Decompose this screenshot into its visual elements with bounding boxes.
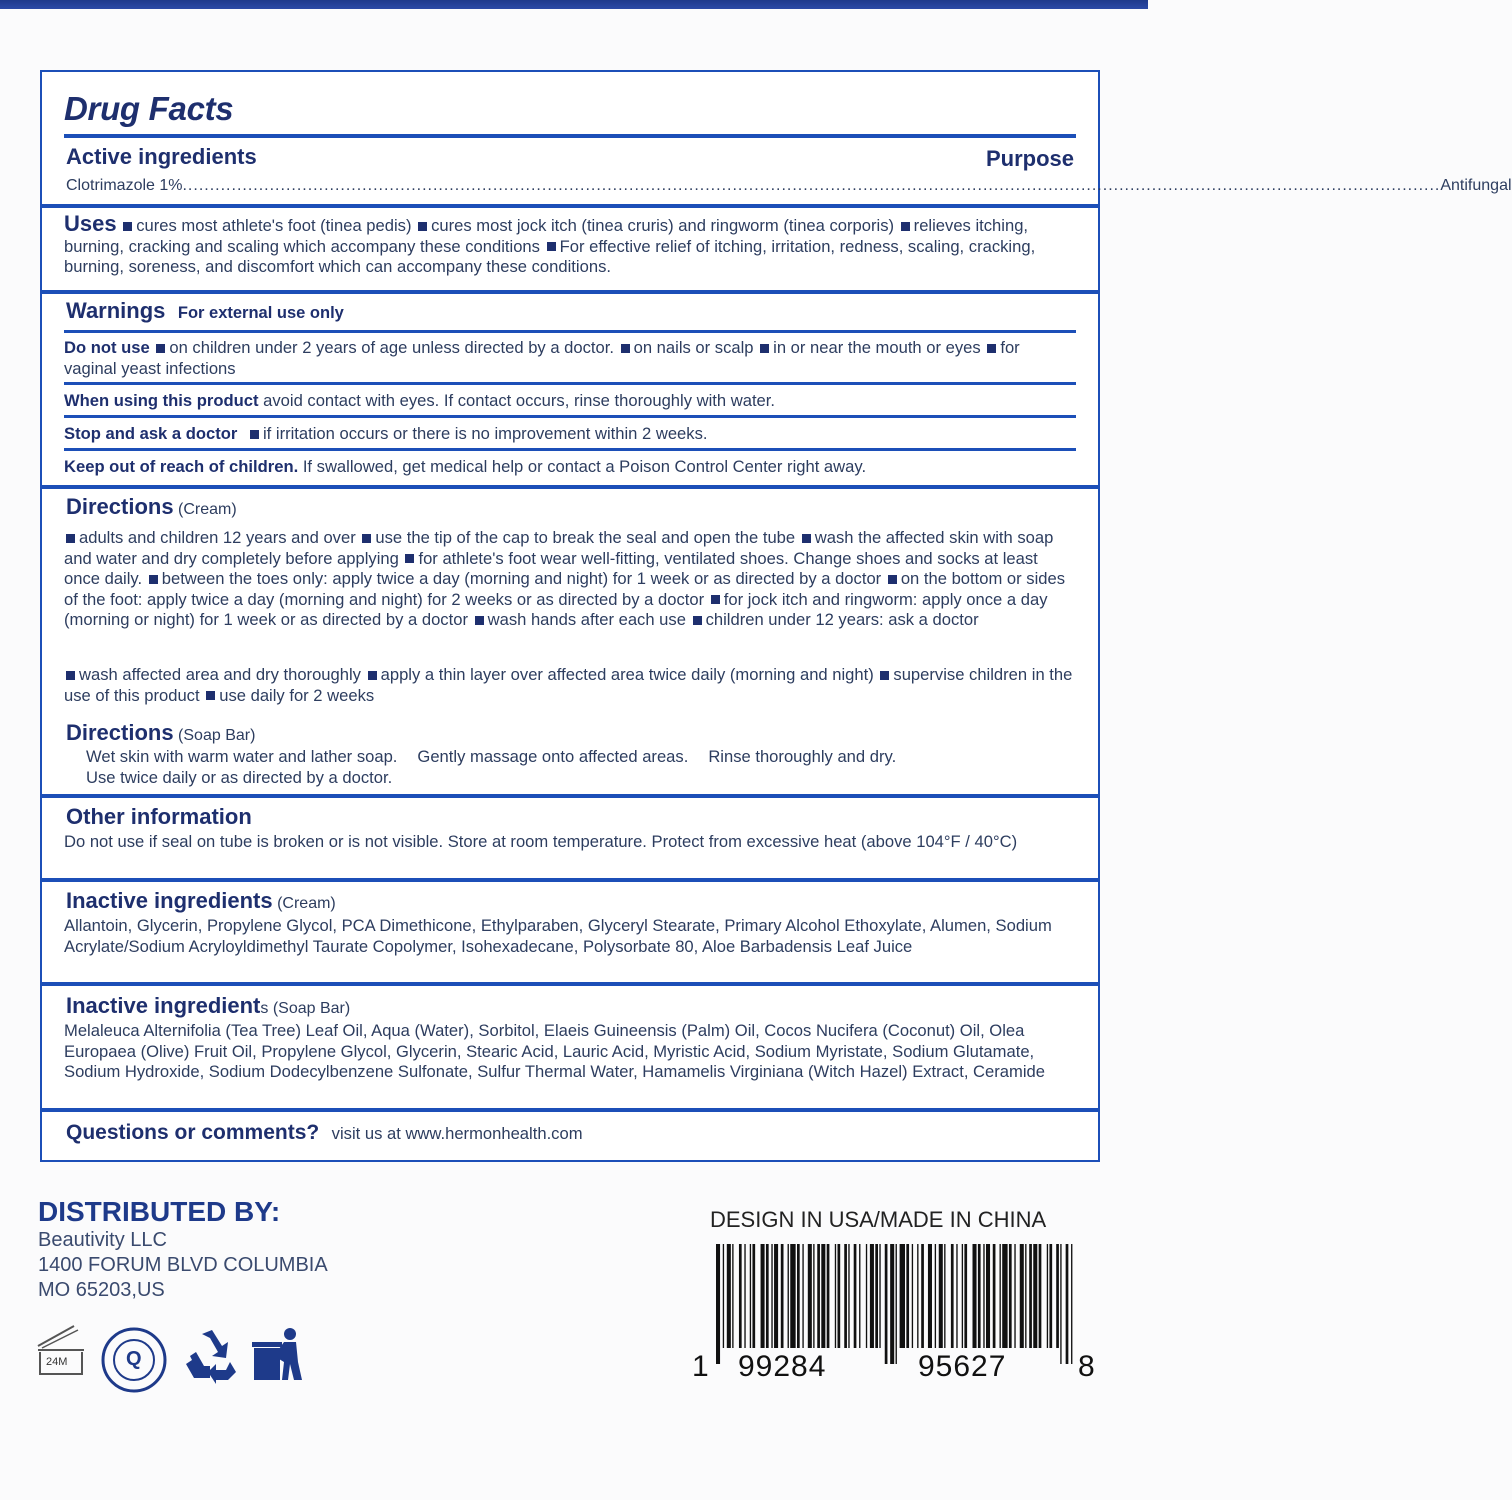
barcode-bar	[781, 1244, 784, 1348]
stop-ask-doctor	[64, 424, 1076, 445]
stop-label: Stop and ask a doctor	[64, 424, 238, 443]
barcode-bar	[1049, 1244, 1052, 1348]
uses-section	[64, 211, 1076, 278]
top-edge-band	[0, 0, 1148, 9]
barcode-bar	[761, 1244, 765, 1348]
inactive-soap-sub: (Soap Bar)	[272, 1000, 351, 1017]
uses-heading: Uses	[64, 211, 117, 236]
active-ingredients-heading: Active ingredients	[66, 144, 257, 169]
section-rule	[42, 878, 1098, 882]
drug-facts-panel	[40, 70, 1512, 1162]
drug-facts-title: Drug Facts	[64, 90, 234, 127]
barcode-bar	[885, 1244, 888, 1364]
questions-link[interactable]: visit us at www.hermonhealth.com	[331, 1124, 583, 1143]
inactive-cream-text: Allantoin, Glycerin, Propylene Glycol, PCA Dimethicone, Ethylparaben, Glyceryl Stearate, Primary Alcohol Ethoxylate, Alumen, Sodium Acrylate/Sodium Acryloyldimethyl Taurate Copolymer, Isohexadecane, Polysorbate 80, Aloe Barbadensis Leaf Juice	[64, 916, 1052, 956]
barcode-bar	[732, 1244, 733, 1348]
barcode-bar	[986, 1244, 990, 1348]
use-item: relieves itching, burning, cracking and scaling which accompany these conditions	[64, 216, 1029, 256]
barcode-bar	[752, 1244, 755, 1348]
direction-item: wash affected area and dry thoroughly	[79, 665, 361, 684]
barcode-digit-first: 1	[692, 1350, 709, 1383]
section-rule	[42, 982, 1098, 986]
warning-item: on children under 2 years of age unless directed by a doctor.	[169, 338, 614, 357]
direction-item: for jock itch and ringworm: apply once a day (morning or night) for 1 week or as directed by a doctor	[64, 589, 1048, 629]
soap-step: Use twice daily or as directed by a doctor.	[86, 767, 393, 787]
barcode-bar	[879, 1244, 880, 1348]
barcode-bar	[817, 1244, 820, 1348]
barcode-bar	[844, 1244, 847, 1348]
warning-item: in or near the mouth or eyes	[773, 338, 981, 357]
barcode-bar	[917, 1244, 918, 1348]
barcode-bar	[1025, 1244, 1026, 1348]
barcode-bar	[870, 1244, 874, 1348]
barcode-bar	[774, 1244, 778, 1348]
barcode-bar	[875, 1244, 878, 1348]
barcode-bar	[744, 1244, 745, 1348]
barcode-bar	[1060, 1244, 1061, 1364]
barcode-bar	[928, 1244, 932, 1348]
barcode-bar	[1056, 1244, 1059, 1348]
warning-item: on nails or scalp	[633, 338, 754, 357]
active-ingredient: Clotrimazole 1%	[66, 177, 183, 194]
barcode-bar	[1014, 1244, 1015, 1348]
warnings-sub: For external use only	[177, 304, 344, 322]
barcode-bar	[951, 1244, 954, 1348]
direction-item: apply a thin layer over affected area twice daily (morning and night)	[380, 665, 874, 684]
barcode-bar	[723, 1244, 724, 1348]
barcode-bar	[835, 1244, 836, 1348]
directions-soap-heading-row	[66, 720, 255, 746]
barcode-group-1: 99284	[734, 1350, 830, 1384]
direction-item: children under 12 years: ask a doctor	[705, 610, 979, 629]
inactive-cream-heading-row	[66, 888, 336, 914]
warning-item: for vaginal yeast infections	[64, 338, 1020, 378]
barcode-bar	[802, 1244, 803, 1348]
barcode-bar	[1029, 1244, 1032, 1348]
soap-step: Rinse thoroughly and dry.	[708, 747, 897, 766]
use-item: cures most athlete's foot (tinea pedis)	[136, 216, 412, 235]
period-after-opening-icon	[34, 1322, 88, 1385]
barcode-bar	[978, 1244, 981, 1348]
barcode-bar	[993, 1244, 996, 1348]
barcode-bar	[716, 1244, 720, 1364]
barcode-bar	[766, 1244, 769, 1348]
divider	[64, 448, 1076, 451]
barcode-bar	[1009, 1244, 1012, 1348]
warnings-heading-row	[66, 298, 344, 324]
divider	[64, 134, 1076, 138]
barcode-bar	[956, 1244, 957, 1348]
direction-item: use the tip of the cap to break the seal and open the tube	[375, 528, 796, 547]
dispose-properly-icon	[250, 1326, 306, 1389]
divider	[64, 415, 1076, 418]
direction-item: wash the affected skin with soap and water and dry completely before applying	[64, 528, 1054, 568]
barcode-bar	[1020, 1244, 1024, 1348]
quality-guaranteed-icon	[100, 1326, 168, 1399]
barcode-bar	[859, 1244, 860, 1348]
section-rule	[42, 794, 1098, 798]
directions-cream-list	[64, 528, 1076, 631]
other-info-text: Do not use if seal on tube is broken or is not visible. Store at room temperature. Protect from excessive heat (above 104°F / 40°C)	[64, 832, 1018, 851]
directions-soap-sub: (Soap Bar)	[178, 727, 256, 744]
direction-item: on the bottom or sides of the foot: apply twice a day (morning and night) for 2 weeks or as directed by a doctor	[64, 569, 1066, 609]
inactive-soap-heading: Inactive ingredient	[66, 993, 261, 1018]
barcode-bar	[790, 1244, 795, 1348]
inactive-cream-sub: (Cream)	[277, 895, 336, 912]
barcode-bar	[848, 1244, 849, 1348]
barcode-bar	[912, 1244, 913, 1348]
direction-item: use daily for 2 weeks	[219, 685, 375, 705]
section-rule	[42, 485, 1098, 489]
barcode-bar	[1066, 1244, 1069, 1364]
direction-item: supervise children in the use of this product	[64, 665, 1073, 705]
directions-cream-heading-row	[66, 494, 237, 520]
other-info-heading: Other information	[66, 804, 252, 829]
barcode-bar	[771, 1244, 772, 1348]
quality-letter: Q	[126, 1348, 142, 1370]
do-not-use-label: Do not use	[64, 338, 150, 357]
barcode-bar	[727, 1244, 731, 1348]
barcode-bar	[808, 1244, 812, 1348]
barcode-bar	[900, 1244, 905, 1348]
distributed-by-heading: DISTRIBUTED BY:	[38, 1196, 281, 1227]
barcode-bar	[1000, 1244, 1001, 1348]
barcode-digit-last: 8	[1078, 1350, 1095, 1383]
directions-soap-heading: Directions	[66, 720, 174, 745]
barcode-bar	[821, 1244, 825, 1348]
origin-text: DESIGN IN USA/MADE IN CHINA	[710, 1207, 1047, 1232]
directions-sub: (Cream)	[178, 501, 237, 518]
barcode-bar	[964, 1244, 967, 1348]
questions-heading: Questions or comments?	[66, 1121, 320, 1144]
barcode-bar	[1002, 1244, 1007, 1348]
do-not-use	[64, 338, 1076, 379]
barcode-bar	[962, 1244, 963, 1348]
active-purpose: Antifungal	[1440, 177, 1512, 194]
direction-item: between the toes only: apply twice a day (morning and night) for 1 week or as directed by a doctor	[161, 569, 882, 588]
direction-item: for athlete's foot wear well-fitting, ventilated shoes. Change shoes and socks at least once daily.	[64, 548, 1038, 588]
divider	[64, 330, 1076, 333]
use-item: For effective relief of itching, irritation, redness, scaling, cracking, burning, soreness, and discomfort which can accompany these conditions.	[64, 236, 1036, 276]
section-rule	[42, 1108, 1098, 1112]
distributor-address: 1400 FORUM BLVD COLUMBIA	[38, 1254, 328, 1276]
directions-cream-list-2	[64, 665, 1076, 706]
barcode-bar	[788, 1244, 789, 1348]
keep-label: Keep out of reach of children.	[64, 457, 299, 476]
barcode-bar	[921, 1244, 924, 1348]
barcode-bar	[944, 1244, 945, 1348]
barcode-bar	[854, 1244, 857, 1348]
stop-text: if irritation occurs or there is no improvement within 2 weeks.	[262, 424, 708, 443]
section-rule	[42, 290, 1098, 294]
barcode-bar	[838, 1244, 841, 1348]
barcode-bar	[973, 1244, 977, 1348]
keep-out-of-reach	[64, 457, 1076, 478]
barcode-bar	[1039, 1244, 1042, 1348]
barcode-bar	[939, 1244, 943, 1348]
barcode-bar	[935, 1244, 936, 1348]
barcode-bar	[827, 1244, 830, 1348]
recycle-icon	[182, 1326, 238, 1389]
active-ingredient-row: Clotrimazole 1% ....................................................................................................................................................................................................................................... Antifungal	[66, 177, 1512, 194]
barcode-bar	[750, 1244, 751, 1348]
direction-item: wash hands after each use	[487, 610, 686, 629]
inactive-soap-heading-suffix: s	[260, 1000, 269, 1017]
barcode-bar	[866, 1244, 867, 1348]
barcode-bar	[813, 1244, 814, 1348]
inactive-cream-heading: Inactive ingredients	[66, 888, 273, 913]
purpose-heading: Purpose	[985, 146, 1074, 171]
distributor-name: Beautivity LLC	[38, 1229, 167, 1251]
barcode-bar	[906, 1244, 909, 1348]
barcode-bar	[890, 1244, 894, 1364]
when-using-label: When using this product	[64, 391, 259, 410]
barcode-bar	[1047, 1244, 1048, 1348]
soap-step: Gently massage onto affected areas.	[417, 747, 689, 766]
inactive-soap-text: Melaleuca Alternifolia (Tea Tree) Leaf Oil, Aqua (Water), Sorbitol, Elaeis Guineensis (Palm) Oil, Cocos Nucifera (Coconut) Oil, Olea Europaea (Olive) Fruit Oil, Propylene Glycol, Glycerin, Stearic Acid, Lauric Acid, Myristic Acid, Sodium Myristate, Sodium Glutamate, Sodium Hydroxide, Sodium Dodecylbenzene Sulfonate, Sulfur Thermal Water, Hamamelis Virginiana (Witch Hazel) Extract, Ceramide	[64, 1021, 1045, 1081]
keep-text: If swallowed, get medical help or contact a Poison Control Center right away.	[302, 457, 867, 476]
barcode-bar	[896, 1244, 897, 1364]
when-using	[64, 391, 1076, 412]
distributor-city: MO 65203,US	[38, 1279, 165, 1301]
barcode-bar	[983, 1244, 984, 1348]
when-using-text: avoid contact with eyes. If contact occurs, rinse thoroughly with water.	[263, 391, 776, 410]
use-item: cures most jock itch (tinea cruris) and ringworm (tinea corporis)	[431, 216, 895, 235]
direction-item: adults and children 12 years and over	[79, 528, 356, 547]
barcode-bar	[1071, 1244, 1072, 1364]
inactive-soap-heading-row	[66, 993, 350, 1019]
barcode-bar	[739, 1244, 742, 1348]
soap-step: Wet skin with warm water and lather soap.	[86, 747, 398, 766]
warnings-heading: Warnings	[66, 298, 166, 323]
barcode-bar	[1033, 1244, 1037, 1348]
barcode-group-2: 95627	[914, 1350, 1010, 1384]
section-rule	[42, 204, 1098, 208]
barcode-bar	[797, 1244, 800, 1348]
divider	[64, 382, 1076, 385]
questions-row	[66, 1121, 583, 1145]
directions-heading: Directions	[66, 494, 174, 519]
directions-soap-text	[86, 747, 1076, 788]
pao-label: 24M	[46, 1356, 68, 1368]
